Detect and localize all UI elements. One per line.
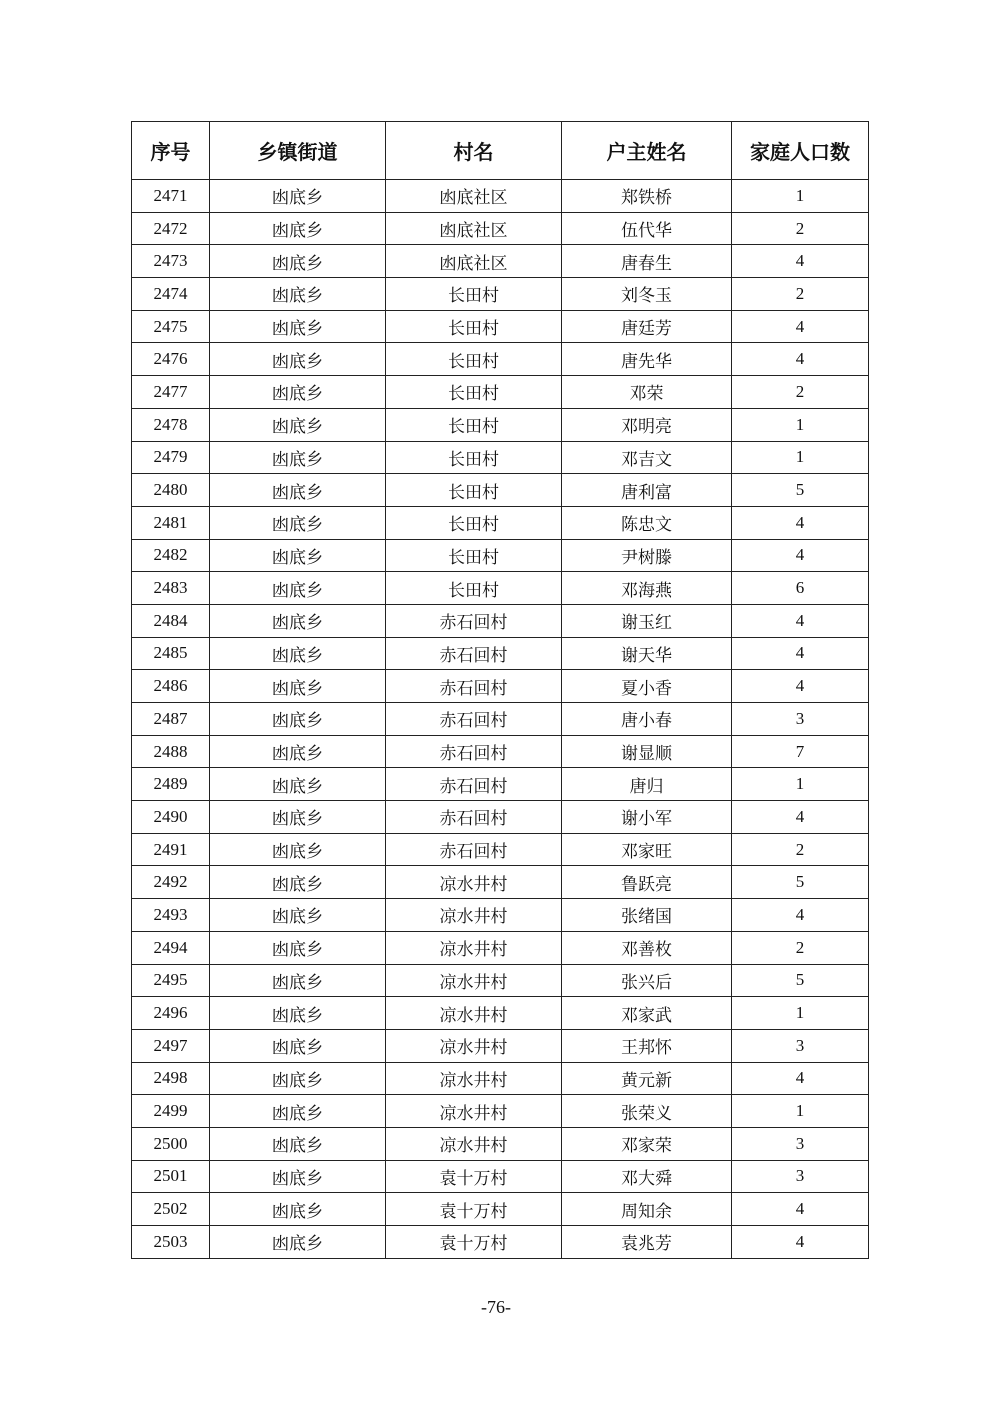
cell-village: 凉水井村 [386,899,562,932]
table-row [132,703,869,736]
cell-serial-number: 2481 [132,506,210,539]
cell-village: 凉水井村 [386,1029,562,1062]
cell-township: 凼底乡 [210,1226,386,1259]
cell-serial-number: 2472 [132,212,210,245]
cell-village: 凉水井村 [386,866,562,899]
cell-household-size: 5 [732,964,869,997]
cell-serial-number: 2485 [132,637,210,670]
table-row [132,1062,869,1095]
cell-household-size: 2 [732,931,869,964]
cell-household-size: 1 [732,1095,869,1128]
table-row [132,376,869,409]
cell-village: 赤石回村 [386,703,562,736]
cell-serial-number: 2489 [132,768,210,801]
cell-household-head: 邓明亮 [562,408,732,441]
cell-serial-number: 2479 [132,441,210,474]
cell-township: 凼底乡 [210,245,386,278]
cell-household-size: 2 [732,833,869,866]
cell-village: 长田村 [386,408,562,441]
table-row [132,604,869,637]
cell-household-size: 1 [732,441,869,474]
cell-township: 凼底乡 [210,735,386,768]
cell-township: 凼底乡 [210,212,386,245]
cell-serial-number: 2473 [132,245,210,278]
table-row [132,964,869,997]
cell-household-size: 5 [732,474,869,507]
table-row [132,245,869,278]
cell-household-size: 3 [732,703,869,736]
cell-household-head: 唐春生 [562,245,732,278]
cell-household-head: 邓荣 [562,376,732,409]
cell-township: 凼底乡 [210,1095,386,1128]
cell-township: 凼底乡 [210,1193,386,1226]
cell-household-size: 4 [732,343,869,376]
table-row [132,572,869,605]
table-row [132,212,869,245]
cell-household-size: 7 [732,735,869,768]
cell-household-head: 袁兆芳 [562,1226,732,1259]
cell-village: 凉水井村 [386,997,562,1030]
cell-household-head: 尹树滕 [562,539,732,572]
cell-serial-number: 2474 [132,278,210,311]
cell-household-size: 6 [732,572,869,605]
cell-township: 凼底乡 [210,1029,386,1062]
cell-township: 凼底乡 [210,1062,386,1095]
cell-serial-number: 2493 [132,899,210,932]
cell-village: 长田村 [386,441,562,474]
cell-serial-number: 2482 [132,539,210,572]
cell-township: 凼底乡 [210,833,386,866]
table-row [132,866,869,899]
header-serial-number: 序号 [132,122,210,180]
table-row [132,997,869,1030]
cell-household-size: 4 [732,539,869,572]
cell-village: 凉水井村 [386,964,562,997]
cell-household-size: 4 [732,801,869,834]
cell-village: 凉水井村 [386,931,562,964]
cell-household-head: 周知余 [562,1193,732,1226]
cell-household-size: 1 [732,768,869,801]
cell-village: 凼底社区 [386,180,562,213]
cell-serial-number: 2486 [132,670,210,703]
table-row [132,899,869,932]
cell-household-head: 夏小香 [562,670,732,703]
cell-township: 凼底乡 [210,506,386,539]
cell-household-head: 邓大舜 [562,1160,732,1193]
cell-household-head: 谢小军 [562,801,732,834]
cell-village: 赤石回村 [386,670,562,703]
cell-household-size: 5 [732,866,869,899]
cell-household-size: 4 [732,245,869,278]
cell-township: 凼底乡 [210,801,386,834]
header-household-size: 家庭人口数 [732,122,869,180]
cell-village: 凼底社区 [386,212,562,245]
cell-township: 凼底乡 [210,1160,386,1193]
table-row [132,637,869,670]
table-row [132,735,869,768]
cell-township: 凼底乡 [210,376,386,409]
cell-serial-number: 2475 [132,310,210,343]
table-row [132,180,869,213]
cell-household-size: 2 [732,278,869,311]
cell-household-head: 鲁跃亮 [562,866,732,899]
table-row [132,1127,869,1160]
table-row [132,539,869,572]
cell-household-head: 邓海燕 [562,572,732,605]
cell-village: 赤石回村 [386,604,562,637]
cell-serial-number: 2488 [132,735,210,768]
cell-household-size: 4 [732,670,869,703]
cell-township: 凼底乡 [210,604,386,637]
cell-household-size: 3 [732,1160,869,1193]
cell-household-head: 刘冬玉 [562,278,732,311]
cell-serial-number: 2476 [132,343,210,376]
cell-township: 凼底乡 [210,637,386,670]
cell-household-head: 陈忠文 [562,506,732,539]
table-row [132,1226,869,1259]
cell-serial-number: 2484 [132,604,210,637]
cell-household-head: 唐廷芳 [562,310,732,343]
cell-serial-number: 2495 [132,964,210,997]
cell-township: 凼底乡 [210,670,386,703]
table-row [132,1095,869,1128]
cell-household-head: 谢显顺 [562,735,732,768]
cell-township: 凼底乡 [210,278,386,311]
cell-serial-number: 2471 [132,180,210,213]
table-row [132,506,869,539]
cell-household-size: 4 [732,1226,869,1259]
cell-household-head: 谢天华 [562,637,732,670]
cell-village: 袁十万村 [386,1160,562,1193]
table-row [132,441,869,474]
cell-serial-number: 2502 [132,1193,210,1226]
cell-household-head: 谢玉红 [562,604,732,637]
cell-village: 凉水井村 [386,1095,562,1128]
cell-household-head: 黄元新 [562,1062,732,1095]
cell-village: 长田村 [386,343,562,376]
cell-village: 赤石回村 [386,833,562,866]
table-row [132,1160,869,1193]
cell-household-head: 张绪国 [562,899,732,932]
cell-household-size: 4 [732,506,869,539]
cell-household-head: 邓家旺 [562,833,732,866]
cell-serial-number: 2487 [132,703,210,736]
cell-village: 长田村 [386,376,562,409]
household-table [131,121,869,1259]
header-row [132,122,869,180]
table-header [132,122,869,180]
cell-household-size: 3 [732,1127,869,1160]
cell-serial-number: 2503 [132,1226,210,1259]
table-row [132,310,869,343]
cell-household-head: 唐利富 [562,474,732,507]
cell-serial-number: 2480 [132,474,210,507]
cell-serial-number: 2498 [132,1062,210,1095]
table-row [132,408,869,441]
cell-serial-number: 2492 [132,866,210,899]
cell-village: 赤石回村 [386,735,562,768]
cell-serial-number: 2490 [132,801,210,834]
cell-household-size: 2 [732,212,869,245]
cell-household-size: 1 [732,997,869,1030]
cell-village: 长田村 [386,572,562,605]
cell-village: 长田村 [386,474,562,507]
cell-household-size: 1 [732,408,869,441]
cell-household-size: 1 [732,180,869,213]
cell-household-size: 4 [732,1062,869,1095]
cell-household-head: 郑铁桥 [562,180,732,213]
header-village: 村名 [386,122,562,180]
cell-household-head: 唐先华 [562,343,732,376]
cell-serial-number: 2491 [132,833,210,866]
cell-household-size: 2 [732,376,869,409]
cell-serial-number: 2483 [132,572,210,605]
cell-household-size: 3 [732,1029,869,1062]
page-number: -76- [481,1297,511,1317]
cell-township: 凼底乡 [210,866,386,899]
table-row [132,768,869,801]
cell-household-size: 4 [732,310,869,343]
cell-village: 长田村 [386,310,562,343]
cell-village: 赤石回村 [386,768,562,801]
cell-household-head: 邓吉文 [562,441,732,474]
cell-township: 凼底乡 [210,997,386,1030]
cell-household-size: 4 [732,899,869,932]
cell-township: 凼底乡 [210,1127,386,1160]
cell-township: 凼底乡 [210,310,386,343]
table-row [132,1029,869,1062]
cell-serial-number: 2478 [132,408,210,441]
cell-township: 凼底乡 [210,539,386,572]
cell-township: 凼底乡 [210,474,386,507]
cell-township: 凼底乡 [210,441,386,474]
cell-household-head: 邓善枚 [562,931,732,964]
cell-household-head: 邓家武 [562,997,732,1030]
cell-village: 长田村 [386,539,562,572]
cell-village: 赤石回村 [386,637,562,670]
cell-township: 凼底乡 [210,931,386,964]
cell-village: 长田村 [386,278,562,311]
cell-serial-number: 2494 [132,931,210,964]
cell-household-head: 张兴后 [562,964,732,997]
cell-household-head: 唐小春 [562,703,732,736]
cell-household-head: 张荣义 [562,1095,732,1128]
cell-township: 凼底乡 [210,408,386,441]
table-row [132,474,869,507]
cell-township: 凼底乡 [210,964,386,997]
cell-household-head: 王邦怀 [562,1029,732,1062]
cell-serial-number: 2499 [132,1095,210,1128]
cell-township: 凼底乡 [210,180,386,213]
cell-village: 凉水井村 [386,1127,562,1160]
table-row [132,1193,869,1226]
table-row [132,670,869,703]
cell-township: 凼底乡 [210,343,386,376]
table-row [132,801,869,834]
cell-village: 袁十万村 [386,1193,562,1226]
cell-household-size: 4 [732,637,869,670]
header-household-head: 户主姓名 [562,122,732,180]
cell-serial-number: 2501 [132,1160,210,1193]
header-township: 乡镇街道 [210,122,386,180]
cell-serial-number: 2500 [132,1127,210,1160]
cell-township: 凼底乡 [210,572,386,605]
table-row [132,278,869,311]
cell-serial-number: 2496 [132,997,210,1030]
cell-village: 赤石回村 [386,801,562,834]
cell-village: 凼底社区 [386,245,562,278]
table-row [132,833,869,866]
cell-household-head: 唐归 [562,768,732,801]
table-body [132,180,869,1259]
cell-household-head: 伍代华 [562,212,732,245]
cell-household-size: 4 [732,1193,869,1226]
cell-serial-number: 2497 [132,1029,210,1062]
cell-village: 长田村 [386,506,562,539]
cell-household-size: 4 [732,604,869,637]
cell-township: 凼底乡 [210,899,386,932]
table-row [132,931,869,964]
cell-household-head: 邓家荣 [562,1127,732,1160]
cell-township: 凼底乡 [210,703,386,736]
cell-village: 袁十万村 [386,1226,562,1259]
cell-township: 凼底乡 [210,768,386,801]
cell-village: 凉水井村 [386,1062,562,1095]
table-row [132,343,869,376]
cell-serial-number: 2477 [132,376,210,409]
